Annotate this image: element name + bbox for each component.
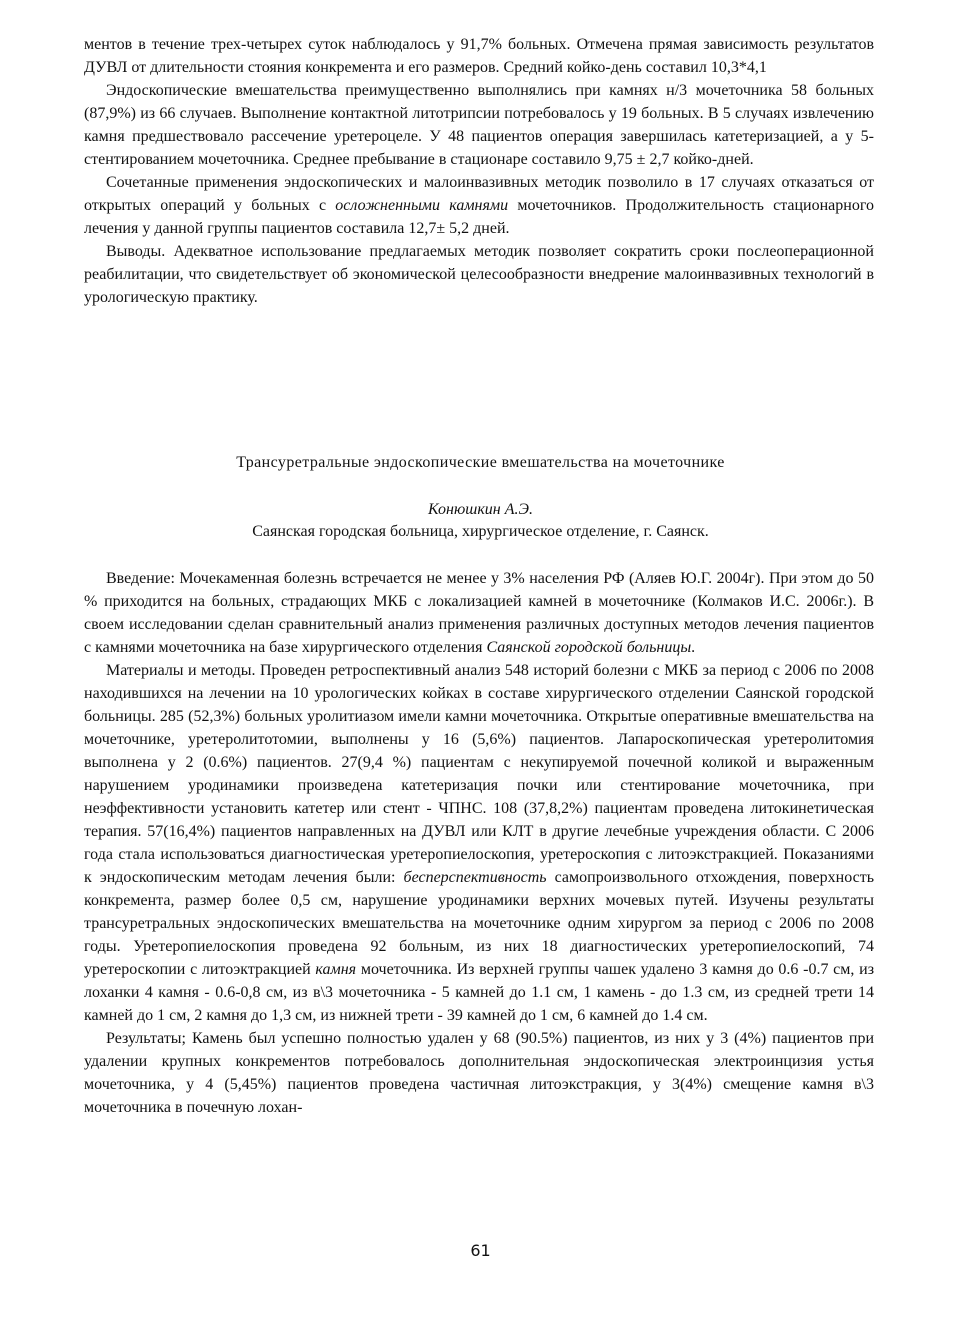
paragraph-endoscopic: Эндоскопические вмешательства преимущественно выполнялись при камнях н/3 мочеточника 58 больных (87,9%) из 66 случаев. Выполнение контактной литотрипсии потребовалось у 19 больных. В 5 случаях извлечению камня предшествовало рассечение уретероцеле. У 48 пациентов операция завершилась катетеризацией, а у 5-стентированием мочеточника. Среднее пребывание в стационаре составило 9,75 ± 2,7 койко-дней. [84,82,874,168]
article-body [84,567,874,1119]
article-author: Конюшкин А.Э. [428,501,533,518]
paragraph-methods: Материалы и методы. Проведен ретроспективный анализ 548 историй болезни с МКБ за период с 2006 по 2008 находившихся на лечении на 10 урологических койках в составе хирургического отделении Саянской городской больницы. 285 (52,3%) больных уролитиазом имели камни мочеточника. Открытые оперативные вмешательства на мочеточнике, уретеролитотомии, выполнены у 16 (5,6%) пациентов. Лапароскопическая уретеролитомия выполнена у 2 (0.6%) пациентов. 27(9,4 %) пациентам с некупируемой почечной коликой и выраженным нарушением уродинамики произведена катетеризация почки или стентирование мочеточника, при неэффективности установить катетер или стент - ЧПНС. 108 (37,8,2%) пациентам проведена литокинетическая терапия. 57(16,4%) пациентов направленных на ДУВЛ или КЛТ в другие лечебные учреждения области. С 2006 года стала использоваться диагностическая уретеропиелоскопия, уретероскопия с литоэкстракцией. Показаниями к эндоскопическим методам лечения были: бесперспективность самопроизвольного отхождения, поверхность конкремента, размер более 0,5 см, нарушение уродинамики верхних мочевых путей. Изучены результаты трансуретральных эндоскопических вмешательства на мочеточнике одним хирургом за период с 2006 по 2008 годы. Уретеропиелоскопия проведена 92 больным, из них 18 диагностических уретеропиелоскопий, 74 уретероскопии с литоэктракцией камня мочеточника. Из верхней группы чашек удалено 3 камня до 0.6 -0.7 см, из лоханки 4 камня - 0.6-0,8 см, из в\3 мочеточника - 5 камней до 1.1 см, 1 камень - до 1.3 см, из средней трети 14 камней до 1 см, 2 камня до 1,3 см, из нижней трети - 39 камней до 1 см, 6 камней до 1.4 см. [84,662,875,1024]
article-affiliation: Саянская городская больница, хирургическое отделение, г. Саянск. [252,523,709,540]
page-number: 61 [470,1241,491,1260]
paragraph-combined: Сочетанные применения эндоскопических и малоинвазивных методик позволило в 17 случаях отказаться от открытых операций у больных с осложненными камнями мочеточников. Продолжительность стационарного лечения у данной группы пациентов составила 12,7± 5,2 дней. [84,174,875,237]
paragraph-results: Результаты; Камень был успешно полностью удален у 68 (90.5%) пациентов, из них у 3 (4%) пациентов при удалении крупных конкрементов потребовалось дополнительная эндоскопическая электроинцизия устья мочеточника, у 4 (5,45%) пациентов проведена частичная литоэкстракция, у 3(4%) смещение камня в\3 мочеточника в почечную лохан- [84,1030,874,1116]
paragraph-introduction: Введение: Мочекаменная болезнь встречается не менее у 3% населения РФ (Аляев Ю.Г. 2004г). При этом до 50 % приходится на больных, страдающих МКБ с локализацией камней в мочеточнике (Колмаков И.С. 2006г.). В своем исследовании сделан сравнительный анализ применения различных доступных методов лечения пациентов с камнями мочеточника на базе хирургического отделения Саянской городской больницы. [84,570,874,656]
article-title: Трансуретральные эндоскопические вмешательства на мочеточнике [236,454,725,471]
paragraph-conclusions: Выводы. Адекватное использование предлагаемых методик позволяет сократить сроки послеоперационной реабилитации, что свидетельствует об экономической целесообразности внедрение малоинвазивных технологий в урологическую практику. [84,243,874,306]
paragraph-continuation: ментов в течение трех-четырех суток наблюдалось у 91,7% больных. Отмечена прямая зависимость результатов ДУВЛ от длительности стояния конкремента и его размеров. Средний койко-день составил 10,3*4,1 [84,36,874,76]
continuation-section [84,33,874,309]
